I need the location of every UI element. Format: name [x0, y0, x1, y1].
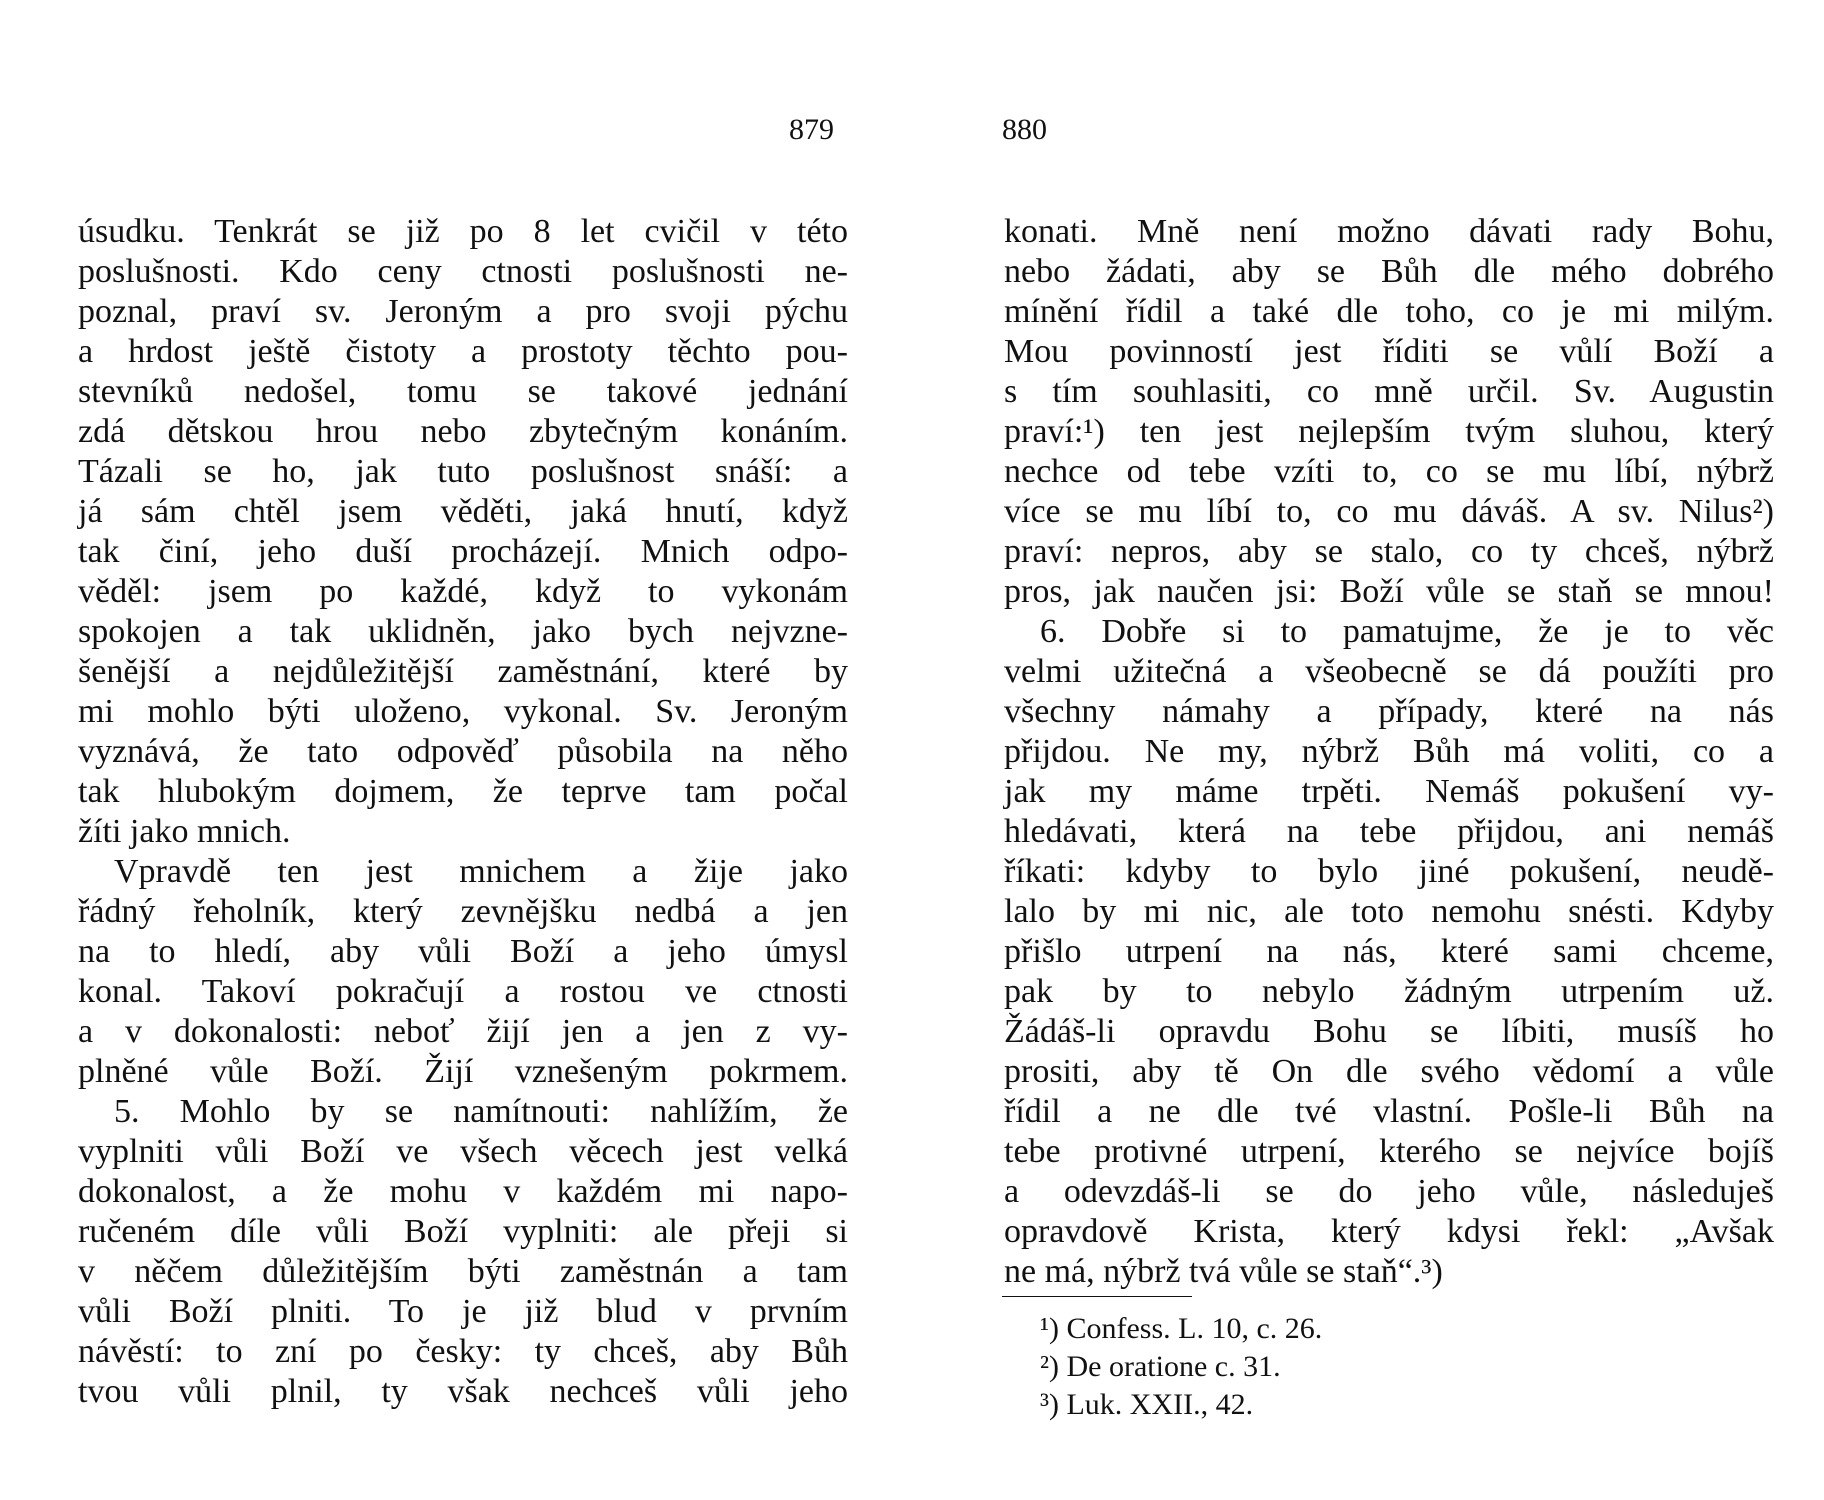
- page-number-right: 880: [1002, 113, 1047, 146]
- text-line: tvou vůli plnil, ty však nechceš vůli jeho: [78, 1373, 848, 1410]
- text-line: vůli Boží plniti. To je již blud v prvním: [78, 1293, 848, 1330]
- text-line: praví:¹) ten jest nejlepším tvým sluhou, který: [1004, 413, 1774, 450]
- footnote-3: ³) Luk. XXII., 42.: [1040, 1388, 1254, 1421]
- text-line: vyznává, že tato odpověď působila na něho: [78, 733, 848, 770]
- text-line: mínění řídil a také dle toho, co je mi milým.: [1004, 293, 1774, 330]
- text-line: ne má, nýbrž tvá vůle se staň“.³): [1004, 1253, 1443, 1290]
- text-line: Mou povinností jest říditi se vůlí Boží a: [1004, 333, 1774, 370]
- text-line: více se mu líbí to, co mu dáváš. A sv. Nilus²): [1004, 493, 1774, 530]
- text-line: zdá dětskou hrou nebo zbytečným konáním.: [78, 413, 848, 450]
- text-line: jak my máme trpěti. Nemáš pokušení vy-: [1004, 773, 1774, 810]
- text-line: žíti jako mnich.: [78, 813, 291, 850]
- text-line: já sám chtěl jsem věděti, jaká hnutí, když: [78, 493, 848, 530]
- text-line: řádný řeholník, který zevnějšku nedbá a jen: [78, 893, 848, 930]
- footnote-1: ¹) Confess. L. 10, c. 26.: [1040, 1312, 1323, 1345]
- text-line: velmi užitečná a všeobecně se dá použíti pro: [1004, 653, 1774, 690]
- text-line: 5. Mohlo by se namítnouti: nahlížím, že: [114, 1093, 848, 1130]
- text-line: dokonalost, a že mohu v každém mi napo-: [78, 1173, 848, 1210]
- text-line: a v dokonalosti: neboť žijí jen a jen z vy-: [78, 1013, 848, 1050]
- text-line: a odevzdáš-li se do jeho vůle, následuješ: [1004, 1173, 1774, 1210]
- text-line: a hrdost ještě čistoty a prostoty těchto pou-: [78, 333, 848, 370]
- text-line: říkati: kdyby to bylo jiné pokušení, neudě-: [1004, 853, 1774, 890]
- text-line: konati. Mně není možno dávati rady Bohu,: [1004, 213, 1774, 250]
- footnote-rule: [1002, 1296, 1192, 1297]
- text-line: tak hlubokým dojmem, že teprve tam počal: [78, 773, 848, 810]
- footnotes: [1040, 1310, 1322, 1424]
- right-page-text: [1004, 212, 1774, 1292]
- text-line: nechce od tebe vzíti to, co se mu líbí, nýbrž: [1004, 453, 1774, 490]
- text-line: ručeném díle vůli Boží vyplniti: ale přeji si: [78, 1213, 848, 1250]
- text-line: opravdově Krista, který kdysi řekl: „Avšak: [1004, 1213, 1774, 1250]
- footnote-2: ²) De oratione c. 31.: [1040, 1350, 1281, 1383]
- text-line: Vpravdě ten jest mnichem a žije jako: [114, 853, 848, 890]
- text-line: všechny námahy a případy, které na nás: [1004, 693, 1774, 730]
- text-line: plněné vůle Boží. Žijí vznešeným pokrmem.: [78, 1053, 848, 1090]
- text-line: v něčem důležitějším býti zaměstnán a tam: [78, 1253, 848, 1290]
- text-line: 6. Dobře si to pamatujme, že je to věc: [1040, 613, 1774, 650]
- text-line: stevníků nedošel, tomu se takové jednání: [78, 373, 848, 410]
- left-page-text: [78, 212, 848, 1412]
- text-line: na to hledí, aby vůli Boží a jeho úmysl: [78, 933, 848, 970]
- text-line: návěstí: to zní po česky: ty chceš, aby Bůh: [78, 1333, 848, 1370]
- text-line: lalo by mi nic, ale toto nemohu snésti. Kdyby: [1004, 893, 1774, 930]
- text-line: Žádáš-li opravdu Bohu se líbiti, musíš ho: [1004, 1013, 1774, 1050]
- text-line: přišlo utrpení na nás, které sami chceme,: [1004, 933, 1774, 970]
- page-number-left: 879: [789, 113, 834, 146]
- text-line: konal. Takoví pokračují a rostou ve ctnosti: [78, 973, 848, 1010]
- text-line: mi mohlo býti uloženo, vykonal. Sv. Jeroným: [78, 693, 848, 730]
- text-line: úsudku. Tenkrát se již po 8 let cvičil v této: [78, 213, 848, 250]
- text-line: praví: nepros, aby se stalo, co ty chceš, nýbrž: [1004, 533, 1774, 570]
- text-line: pak by to nebylo žádným utrpením už.: [1004, 973, 1774, 1010]
- text-line: prositi, aby tě On dle svého vědomí a vůle: [1004, 1053, 1774, 1090]
- text-line: Tázali se ho, jak tuto poslušnost snáší: a: [78, 453, 848, 490]
- text-line: věděl: jsem po každé, když to vykonám: [78, 573, 848, 610]
- text-line: s tím souhlasiti, co mně určil. Sv. Augustin: [1004, 373, 1774, 410]
- text-line: poslušnosti. Kdo ceny ctnosti poslušnosti ne-: [78, 253, 848, 290]
- text-line: tebe protivné utrpení, kterého se nejvíce bojíš: [1004, 1133, 1774, 1170]
- text-line: šenější a nejdůležitější zaměstnání, které by: [78, 653, 848, 690]
- text-line: přijdou. Ne my, nýbrž Bůh má voliti, co a: [1004, 733, 1774, 770]
- text-line: poznal, praví sv. Jeroným a pro svoji pýchu: [78, 293, 848, 330]
- text-line: vyplniti vůli Boží ve všech věcech jest velká: [78, 1133, 848, 1170]
- text-line: hledávati, která na tebe přijdou, ani nemáš: [1004, 813, 1774, 850]
- text-line: tak činí, jeho duší procházejí. Mnich odpo-: [78, 533, 848, 570]
- text-line: řídil a ne dle tvé vlastní. Pošle-li Bůh na: [1004, 1093, 1774, 1130]
- text-line: nebo žádati, aby se Bůh dle mého dobrého: [1004, 253, 1774, 290]
- text-line: pros, jak naučen jsi: Boží vůle se staň se mnou!: [1004, 573, 1774, 610]
- text-line: spokojen a tak uklidněn, jako bych nejvzne-: [78, 613, 848, 650]
